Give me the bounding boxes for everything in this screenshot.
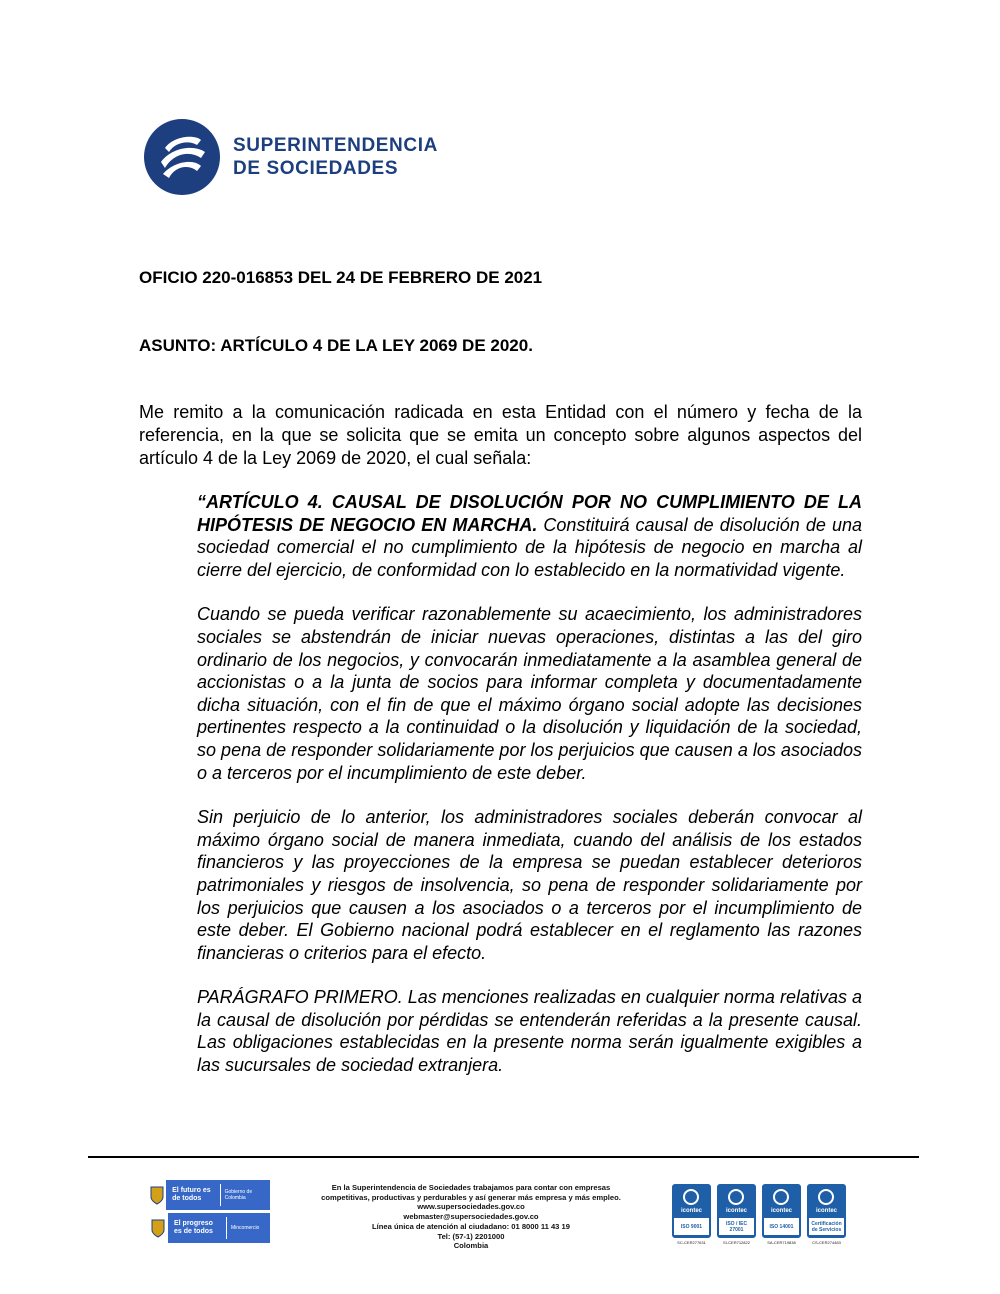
website-link[interactable]: www.supersociedades.gov.co	[417, 1202, 525, 1212]
gov-logo-title: El futuro es de todos	[172, 1187, 211, 1202]
cert-standard: Certificación de Servicios	[809, 1218, 844, 1235]
article-quote	[197, 491, 862, 1099]
gov-logo-separator	[226, 1217, 227, 1239]
certification-badges	[672, 1184, 852, 1248]
superintendencia-logo	[143, 118, 473, 200]
contact-line: competitivas, productivas y perdurables y así generar más empresa y más empleo.	[321, 1192, 621, 1202]
contact-line: Tel: (57-1) 2201000	[437, 1231, 505, 1241]
cert-standard: ISO 9001	[674, 1218, 709, 1235]
article-body: Constituirá causal de disolución de una sociedad comercial el no cumplimiento de la hipótesis de negocio en marcha al cierre del ejercicio, de conformidad con lo establecido en la normatividad vigente.	[197, 514, 862, 580]
footer-divider	[88, 1156, 919, 1158]
email-link[interactable]: webmaster@supersociedades.gov.co	[403, 1212, 539, 1222]
icontec-icon	[683, 1189, 699, 1205]
cert-badge	[717, 1184, 756, 1248]
contact-line: En la Superintendencia de Sociedades trabajamos para contar con empresas	[331, 1183, 611, 1192]
cert-badge	[807, 1184, 846, 1248]
gov-logo-subtitle: Gobierno de Colombia	[224, 1189, 253, 1201]
icontec-icon	[728, 1189, 744, 1205]
quote-paragraph-1	[197, 491, 862, 581]
icontec-icon	[818, 1189, 834, 1205]
cert-code: CS-CER274483	[812, 1240, 841, 1245]
asunto-heading: ASUNTO: ARTÍCULO 4 DE LA LEY 2069 DE 2020.	[139, 336, 533, 355]
colombia-shield-icon	[148, 1213, 168, 1243]
footer-contact	[286, 1183, 656, 1251]
cert-code: SC-CER277631	[677, 1240, 706, 1245]
cert-brand: icontec	[680, 1208, 702, 1214]
cert-code: SI-CER712822	[723, 1240, 750, 1245]
cert-brand: icontec	[815, 1208, 837, 1214]
quote-paragraph-2: Cuando se pueda verificar razonablemente su acaecimiento, los administradores sociales se abstendrán de iniciar nuevas operaciones, distintas a las del giro ordinario de los negocios, y convocarán inmediatamente a la asamblea general de accionistas o a la junta de socios para informar completa y documentadamente dicha situación, con el fin de que el máximo órgano social adopte las decisiones pertinentes respecto a la continuidad o la disolución y liquidación de la sociedad, so pena de responder solidariamente por los perjuicios que causen a los asociados o a terceros por el incumplimiento de este deber.	[197, 604, 862, 783]
cert-standard: ISO / IEC 27001	[719, 1218, 754, 1235]
cert-code: SA-CER719838	[767, 1240, 796, 1245]
cert-badge	[762, 1184, 801, 1248]
article-title: “ARTÍCULO 4. CAUSAL DE DISOLUCIÓN POR NO CUMPLIMIENTO DE LA HIPÓTESIS DE NEGOCIO EN MARCHA.	[197, 492, 862, 535]
intro-paragraph: Me remito a la comunicación radicada en esta Entidad con el número y fecha de la referencia, en la que se solicita que se emita un concepto sobre algunos aspectos del artículo 4 de la Ley 2069 de 2020, el cual señala:	[139, 402, 862, 468]
colombia-shield-icon	[148, 1180, 166, 1210]
organization-name	[233, 134, 438, 180]
org-name-line2: DE SOCIEDADES	[233, 158, 399, 179]
quote-paragraph-4: PARÁGRAFO PRIMERO. Las menciones realizadas en cualquier norma relativas a la causal de disolución por pérdidas se entenderán referidas a la presente causal. Las obligaciones establecidas en la presente norma serán igualmente exigibles a las sucursales de sociedad extranjera.	[197, 987, 862, 1076]
supersociedades-emblem-icon	[143, 118, 221, 196]
cert-brand: icontec	[725, 1208, 747, 1214]
contact-line: Línea única de atención al ciudadano: 01 8000 11 43 19	[372, 1221, 570, 1231]
quote-paragraph-3: Sin perjuicio de lo anterior, los administradores sociales deberán convocar al máximo órgano social de manera inmediata, cuando del análisis de los estados financieros y las proyecciones de la empresa se puedan establecer deterioros patrimoniales y riesgos de insolvencia, so pena de responder solidariamente por los perjuicios que causen a los asociados o a terceros por el incumplimiento de este deber. El Gobierno nacional podrá establecer en el reglamento las razones financieras o criterios para el efecto.	[197, 807, 862, 963]
org-name-line1: SUPERINTENDENCIA	[233, 135, 438, 156]
gov-logo-separator	[220, 1184, 221, 1206]
cert-badge	[672, 1184, 711, 1248]
gov-logo-title: El progreso es de todos	[174, 1220, 213, 1235]
contact-line: Colombia	[453, 1241, 489, 1251]
gov-logo-futuro	[148, 1180, 270, 1210]
cert-standard: ISO 14001	[764, 1218, 799, 1235]
cert-brand: icontec	[770, 1208, 792, 1214]
gov-logo-progreso	[148, 1213, 270, 1243]
icontec-icon	[773, 1189, 789, 1205]
gov-logo-subtitle: Mincomercio	[231, 1225, 260, 1231]
oficio-heading: OFICIO 220-016853 DEL 24 DE FEBRERO DE 2021	[139, 268, 543, 287]
